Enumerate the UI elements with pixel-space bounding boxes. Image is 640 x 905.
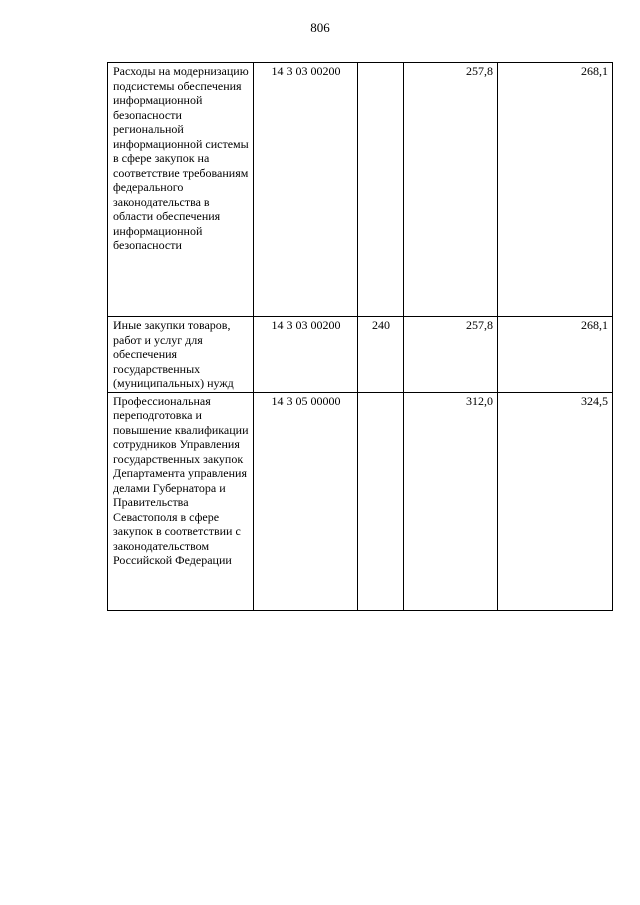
row-type-cell bbox=[358, 63, 404, 317]
row-name-cell: Иные закупки товаров, работ и услуг для обеспечения государственных (муниципальных) нужд bbox=[108, 317, 254, 393]
row-value-2-cell: 268,1 bbox=[498, 317, 613, 393]
row-code-cell: 14 3 05 00000 bbox=[254, 392, 358, 610]
row-value-1-cell: 257,8 bbox=[404, 317, 498, 393]
page-number: 806 bbox=[310, 20, 330, 35]
row-value-2-cell: 324,5 bbox=[498, 392, 613, 610]
budget-table bbox=[107, 62, 613, 611]
table-row bbox=[108, 63, 613, 317]
table-row bbox=[108, 317, 613, 393]
row-value-2-cell: 268,1 bbox=[498, 63, 613, 317]
row-code-cell: 14 3 03 00200 bbox=[254, 317, 358, 393]
table-row bbox=[108, 392, 613, 610]
row-type-cell: 240 bbox=[358, 317, 404, 393]
row-name-cell: Расходы на модернизацию подсистемы обеспечения информационной безопасности региональной информационной системы в сфере закупок на соответствие требованиям федерального законодательства в области обеспечения информационной безопасности bbox=[108, 63, 254, 317]
row-value-1-cell: 257,8 bbox=[404, 63, 498, 317]
row-type-cell bbox=[358, 392, 404, 610]
row-code-cell: 14 3 03 00200 bbox=[254, 63, 358, 317]
row-name-cell: Профессиональная переподготовка и повышение квалификации сотрудников Управления государственных закупок Департамента управления делами Губернатора и Правительства Севастополя в сфере закупок в соответствии с законодательством Российской Федерации bbox=[108, 392, 254, 610]
row-value-1-cell: 312,0 bbox=[404, 392, 498, 610]
